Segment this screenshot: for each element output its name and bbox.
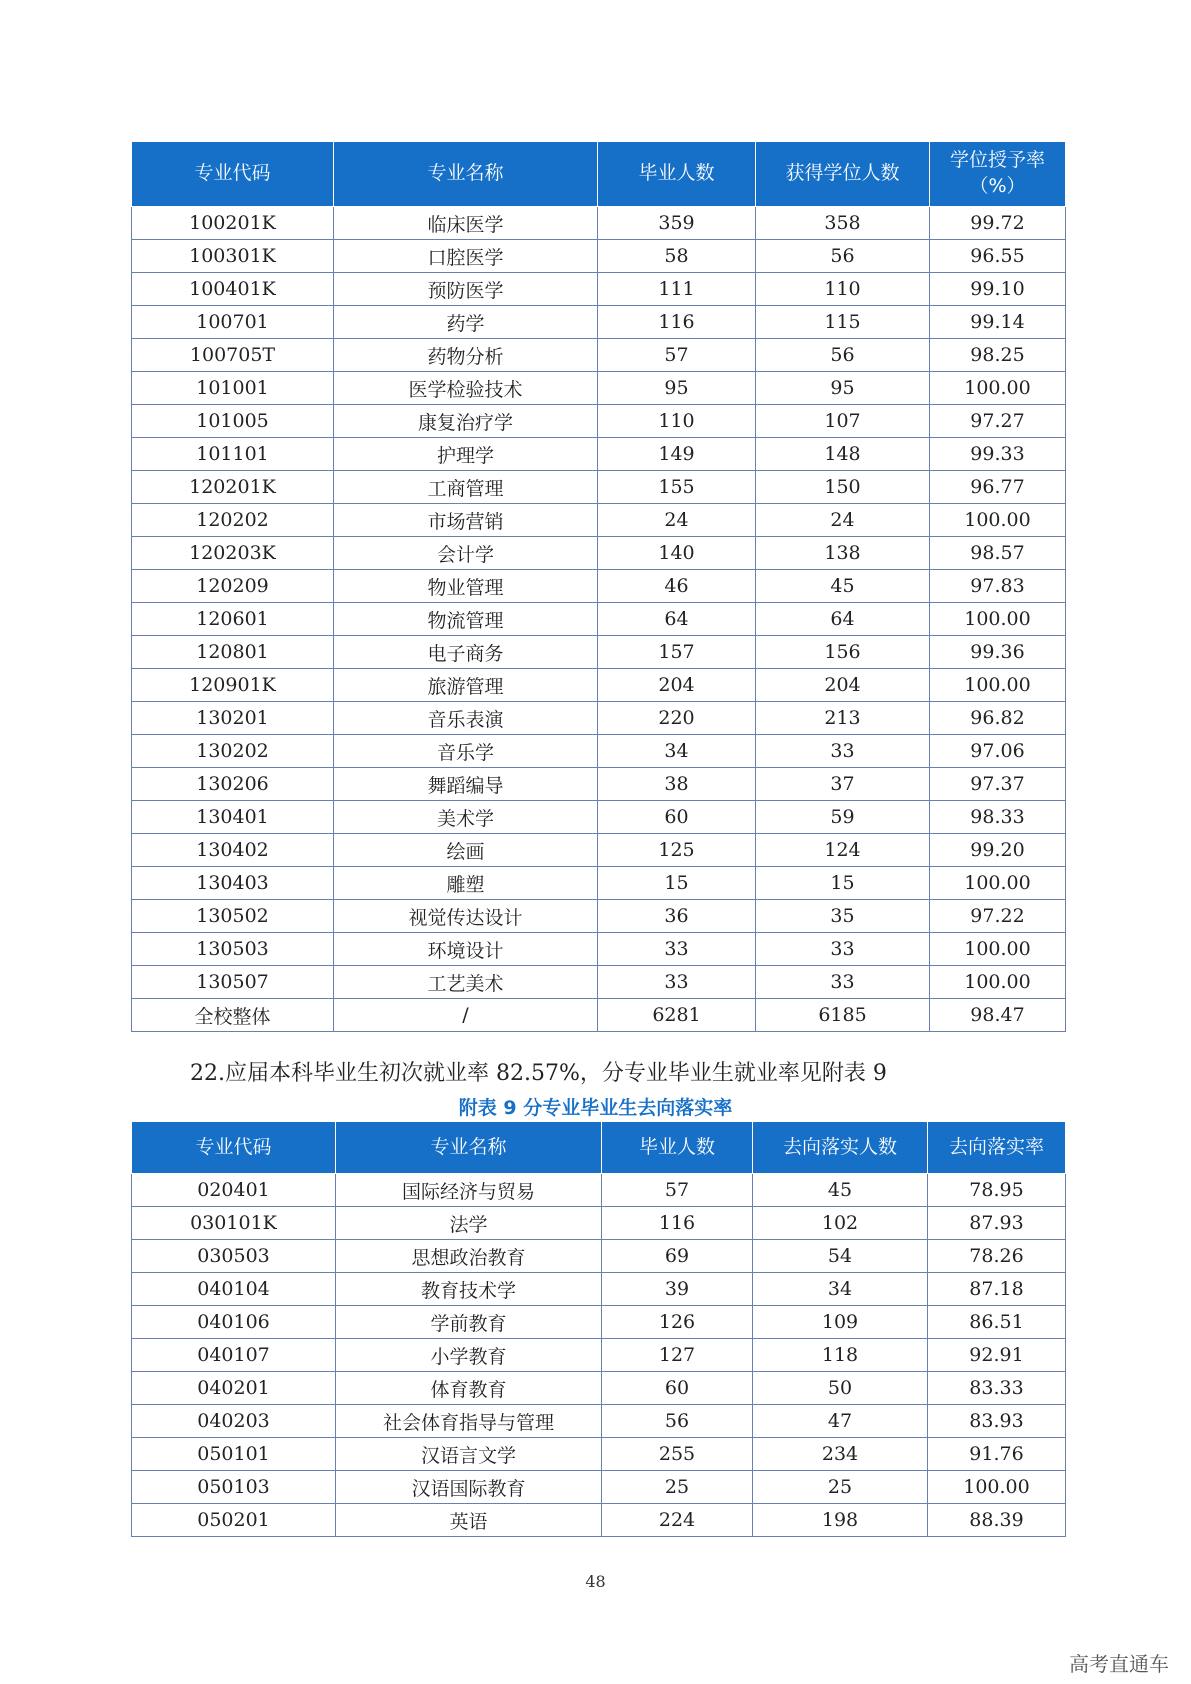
table-row bbox=[132, 999, 1066, 1032]
cell-graduates: 157 bbox=[598, 636, 756, 669]
table-row bbox=[132, 207, 1066, 240]
table-row bbox=[132, 405, 1066, 438]
cell-graduates: 125 bbox=[598, 834, 756, 867]
cell-count: 54 bbox=[753, 1240, 928, 1273]
cell-graduates: 149 bbox=[598, 438, 756, 471]
cell-count: 138 bbox=[756, 537, 930, 570]
cell-name: 社会体育指导与管理 bbox=[336, 1405, 602, 1438]
cell-name: 药学 bbox=[334, 306, 598, 339]
cell-rate: 100.00 bbox=[930, 966, 1066, 999]
table-row bbox=[132, 306, 1066, 339]
cell-name: 药物分析 bbox=[334, 339, 598, 372]
paragraph-number: 22. bbox=[190, 1061, 225, 1086]
cell-code: 130503 bbox=[132, 933, 334, 966]
cell-code: 020401 bbox=[132, 1174, 336, 1207]
cell-graduates: 126 bbox=[602, 1306, 753, 1339]
cell-rate: 99.10 bbox=[930, 273, 1066, 306]
cell-count: 45 bbox=[753, 1174, 928, 1207]
col-header-code: 专业代码 bbox=[132, 1122, 336, 1174]
cell-code: 030503 bbox=[132, 1240, 336, 1273]
cell-count: 95 bbox=[756, 372, 930, 405]
table-row bbox=[132, 603, 1066, 636]
col-header-graduates: 毕业人数 bbox=[598, 142, 756, 207]
cell-graduates: 111 bbox=[598, 273, 756, 306]
paragraph-ref: 9 bbox=[872, 1061, 887, 1086]
cell-name: 舞蹈编导 bbox=[334, 768, 598, 801]
col-header-degree-rate-label: 学位授予率 bbox=[949, 149, 1045, 172]
cell-rate: 100.00 bbox=[930, 603, 1066, 636]
cell-code: 100401K bbox=[132, 273, 334, 306]
cell-rate: 91.76 bbox=[928, 1438, 1066, 1471]
cell-name: 小学教育 bbox=[336, 1339, 602, 1372]
cell-name: 电子商务 bbox=[334, 636, 598, 669]
cell-count: 33 bbox=[756, 933, 930, 966]
col-header-code: 专业代码 bbox=[132, 142, 334, 207]
table-row bbox=[132, 570, 1066, 603]
cell-code: 130402 bbox=[132, 834, 334, 867]
cell-count: 150 bbox=[756, 471, 930, 504]
cell-graduates: 140 bbox=[598, 537, 756, 570]
table-row bbox=[132, 933, 1066, 966]
cell-name: 法学 bbox=[336, 1207, 602, 1240]
cell-rate: 86.51 bbox=[928, 1306, 1066, 1339]
cell-graduates: 60 bbox=[602, 1372, 753, 1405]
cell-code: 101001 bbox=[132, 372, 334, 405]
cell-graduates: 69 bbox=[602, 1240, 753, 1273]
cell-name: 康复治疗学 bbox=[334, 405, 598, 438]
cell-rate: 100.00 bbox=[930, 933, 1066, 966]
table-row bbox=[132, 834, 1066, 867]
cell-graduates: 36 bbox=[598, 900, 756, 933]
table-row bbox=[132, 867, 1066, 900]
cell-rate: 98.33 bbox=[930, 801, 1066, 834]
cell-code: 050201 bbox=[132, 1504, 336, 1537]
cell-code: 040107 bbox=[132, 1339, 336, 1372]
cell-graduates: 15 bbox=[598, 867, 756, 900]
cell-name: 思想政治教育 bbox=[336, 1240, 602, 1273]
cell-rate: 83.93 bbox=[928, 1405, 1066, 1438]
table-row bbox=[132, 471, 1066, 504]
table-row bbox=[132, 1471, 1066, 1504]
cell-count: 124 bbox=[756, 834, 930, 867]
table-row bbox=[132, 768, 1066, 801]
cell-rate: 92.91 bbox=[928, 1339, 1066, 1372]
cell-name: 学前教育 bbox=[336, 1306, 602, 1339]
cell-name: 护理学 bbox=[334, 438, 598, 471]
table-row bbox=[132, 1273, 1066, 1306]
cell-name: 雕塑 bbox=[334, 867, 598, 900]
col-header-degree-rate bbox=[930, 142, 1066, 207]
cell-name: 工商管理 bbox=[334, 471, 598, 504]
cell-count: 24 bbox=[756, 504, 930, 537]
col-header-name: 专业名称 bbox=[334, 142, 598, 207]
table-row bbox=[132, 900, 1066, 933]
cell-name: 工艺美术 bbox=[334, 966, 598, 999]
table-body bbox=[132, 207, 1066, 1032]
paragraph-text-b: ，分专业毕业生就业率见附表 bbox=[579, 1061, 866, 1086]
cell-code: 050103 bbox=[132, 1471, 336, 1504]
table-row bbox=[132, 1240, 1066, 1273]
cell-count: 156 bbox=[756, 636, 930, 669]
cell-count: 358 bbox=[756, 207, 930, 240]
cell-rate: 99.36 bbox=[930, 636, 1066, 669]
cell-count: 59 bbox=[756, 801, 930, 834]
cell-graduates: 64 bbox=[598, 603, 756, 636]
cell-count: 35 bbox=[756, 900, 930, 933]
cell-code: 040203 bbox=[132, 1405, 336, 1438]
cell-graduates: 95 bbox=[598, 372, 756, 405]
cell-count: 64 bbox=[756, 603, 930, 636]
cell-count: 213 bbox=[756, 702, 930, 735]
cell-name: 汉语言文学 bbox=[336, 1438, 602, 1471]
cell-count: 25 bbox=[753, 1471, 928, 1504]
cell-name: 音乐学 bbox=[334, 735, 598, 768]
cell-rate: 97.37 bbox=[930, 768, 1066, 801]
cell-count: 45 bbox=[756, 570, 930, 603]
table-row bbox=[132, 801, 1066, 834]
cell-graduates: 6281 bbox=[598, 999, 756, 1032]
cell-graduates: 39 bbox=[602, 1273, 753, 1306]
cell-code: 全校整体 bbox=[132, 999, 334, 1032]
cell-rate: 78.26 bbox=[928, 1240, 1066, 1273]
table-row bbox=[132, 702, 1066, 735]
table-row bbox=[132, 1339, 1066, 1372]
cell-rate: 100.00 bbox=[930, 867, 1066, 900]
cell-name: 视觉传达设计 bbox=[334, 900, 598, 933]
watermark: 高考直通车 bbox=[1069, 1652, 1169, 1676]
cell-code: 130202 bbox=[132, 735, 334, 768]
paragraph-rate: 82.57% bbox=[496, 1061, 580, 1086]
cell-count: 115 bbox=[756, 306, 930, 339]
cell-rate: 99.72 bbox=[930, 207, 1066, 240]
cell-code: 030101K bbox=[132, 1207, 336, 1240]
paragraph-text-a: 应届本科毕业生初次就业率 bbox=[225, 1061, 490, 1086]
cell-rate: 87.93 bbox=[928, 1207, 1066, 1240]
table-row bbox=[132, 1174, 1066, 1207]
cell-name: 国际经济与贸易 bbox=[336, 1174, 602, 1207]
cell-rate: 98.47 bbox=[930, 999, 1066, 1032]
cell-graduates: 46 bbox=[598, 570, 756, 603]
cell-code: 100301K bbox=[132, 240, 334, 273]
col-header-degree-rate-unit: （%） bbox=[969, 175, 1026, 197]
cell-count: 50 bbox=[753, 1372, 928, 1405]
cell-count: 204 bbox=[756, 669, 930, 702]
cell-rate: 96.82 bbox=[930, 702, 1066, 735]
cell-name: / bbox=[334, 999, 598, 1032]
cell-rate: 99.20 bbox=[930, 834, 1066, 867]
cell-code: 040106 bbox=[132, 1306, 336, 1339]
cell-count: 107 bbox=[756, 405, 930, 438]
cell-count: 234 bbox=[753, 1438, 928, 1471]
cell-count: 110 bbox=[756, 273, 930, 306]
cell-name: 医学检验技术 bbox=[334, 372, 598, 405]
table-header-row bbox=[132, 142, 1066, 207]
cell-count: 33 bbox=[756, 735, 930, 768]
cell-count: 6185 bbox=[756, 999, 930, 1032]
table-row bbox=[132, 669, 1066, 702]
cell-code: 040201 bbox=[132, 1372, 336, 1405]
cell-code: 100201K bbox=[132, 207, 334, 240]
table-row bbox=[132, 1372, 1066, 1405]
col-header-graduates: 毕业人数 bbox=[602, 1122, 753, 1174]
cell-rate: 87.18 bbox=[928, 1273, 1066, 1306]
cell-rate: 97.83 bbox=[930, 570, 1066, 603]
cell-code: 120202 bbox=[132, 504, 334, 537]
col-header-placed: 去向落实人数 bbox=[753, 1122, 928, 1174]
cell-code: 120801 bbox=[132, 636, 334, 669]
table-row bbox=[132, 1438, 1066, 1471]
cell-count: 15 bbox=[756, 867, 930, 900]
cell-code: 120203K bbox=[132, 537, 334, 570]
table-row bbox=[132, 504, 1066, 537]
cell-graduates: 110 bbox=[598, 405, 756, 438]
cell-code: 130403 bbox=[132, 867, 334, 900]
page-number: 48 bbox=[585, 1572, 606, 1591]
cell-count: 34 bbox=[753, 1273, 928, 1306]
cell-name: 汉语国际教育 bbox=[336, 1471, 602, 1504]
table-header-row bbox=[132, 1122, 1066, 1174]
cell-name: 物流管理 bbox=[334, 603, 598, 636]
cell-count: 56 bbox=[756, 339, 930, 372]
table-row bbox=[132, 1207, 1066, 1240]
cell-count: 118 bbox=[753, 1339, 928, 1372]
cell-code: 130401 bbox=[132, 801, 334, 834]
cell-code: 100705T bbox=[132, 339, 334, 372]
table-row bbox=[132, 1504, 1066, 1537]
cell-rate: 96.55 bbox=[930, 240, 1066, 273]
cell-graduates: 33 bbox=[598, 966, 756, 999]
cell-graduates: 127 bbox=[602, 1339, 753, 1372]
table-body bbox=[132, 1174, 1066, 1537]
cell-code: 130206 bbox=[132, 768, 334, 801]
cell-rate: 97.27 bbox=[930, 405, 1066, 438]
cell-code: 100701 bbox=[132, 306, 334, 339]
cell-graduates: 33 bbox=[598, 933, 756, 966]
cell-rate: 99.33 bbox=[930, 438, 1066, 471]
cell-name: 美术学 bbox=[334, 801, 598, 834]
cell-graduates: 255 bbox=[602, 1438, 753, 1471]
cell-name: 英语 bbox=[336, 1504, 602, 1537]
cell-code: 120209 bbox=[132, 570, 334, 603]
cell-graduates: 220 bbox=[598, 702, 756, 735]
cell-graduates: 58 bbox=[598, 240, 756, 273]
cell-count: 47 bbox=[753, 1405, 928, 1438]
employment-rate-table bbox=[131, 1121, 1066, 1537]
cell-rate: 100.00 bbox=[928, 1471, 1066, 1504]
cell-rate: 100.00 bbox=[930, 372, 1066, 405]
cell-rate: 98.57 bbox=[930, 537, 1066, 570]
cell-graduates: 38 bbox=[598, 768, 756, 801]
table-row bbox=[132, 438, 1066, 471]
table-row bbox=[132, 273, 1066, 306]
cell-code: 120201K bbox=[132, 471, 334, 504]
cell-name: 预防医学 bbox=[334, 273, 598, 306]
cell-name: 环境设计 bbox=[334, 933, 598, 966]
cell-name: 旅游管理 bbox=[334, 669, 598, 702]
cell-rate: 98.25 bbox=[930, 339, 1066, 372]
degree-rate-table bbox=[131, 141, 1066, 1032]
table-row bbox=[132, 966, 1066, 999]
col-header-degrees: 获得学位人数 bbox=[756, 142, 930, 207]
cell-name: 物业管理 bbox=[334, 570, 598, 603]
cell-code: 130507 bbox=[132, 966, 334, 999]
cell-graduates: 60 bbox=[598, 801, 756, 834]
cell-graduates: 57 bbox=[602, 1174, 753, 1207]
cell-rate: 97.06 bbox=[930, 735, 1066, 768]
table-row bbox=[132, 735, 1066, 768]
table-caption: 附表 9 分专业毕业生去向落实率 bbox=[458, 1097, 733, 1119]
cell-rate: 100.00 bbox=[930, 669, 1066, 702]
col-header-name: 专业名称 bbox=[336, 1122, 602, 1174]
table-row bbox=[132, 537, 1066, 570]
cell-name: 体育教育 bbox=[336, 1372, 602, 1405]
cell-count: 109 bbox=[753, 1306, 928, 1339]
cell-graduates: 359 bbox=[598, 207, 756, 240]
table-row bbox=[132, 1405, 1066, 1438]
cell-name: 教育技术学 bbox=[336, 1273, 602, 1306]
cell-graduates: 155 bbox=[598, 471, 756, 504]
cell-count: 33 bbox=[756, 966, 930, 999]
table-row bbox=[132, 372, 1066, 405]
cell-code: 101101 bbox=[132, 438, 334, 471]
cell-graduates: 24 bbox=[598, 504, 756, 537]
table-row bbox=[132, 240, 1066, 273]
cell-code: 130502 bbox=[132, 900, 334, 933]
cell-graduates: 204 bbox=[598, 669, 756, 702]
cell-code: 130201 bbox=[132, 702, 334, 735]
cell-rate: 78.95 bbox=[928, 1174, 1066, 1207]
cell-count: 198 bbox=[753, 1504, 928, 1537]
cell-name: 绘画 bbox=[334, 834, 598, 867]
cell-graduates: 25 bbox=[602, 1471, 753, 1504]
cell-code: 040104 bbox=[132, 1273, 336, 1306]
cell-count: 102 bbox=[753, 1207, 928, 1240]
col-header-placement-rate: 去向落实率 bbox=[928, 1122, 1066, 1174]
cell-graduates: 116 bbox=[598, 306, 756, 339]
cell-count: 37 bbox=[756, 768, 930, 801]
table-row bbox=[132, 1306, 1066, 1339]
cell-code: 120601 bbox=[132, 603, 334, 636]
table-row bbox=[132, 339, 1066, 372]
cell-count: 56 bbox=[756, 240, 930, 273]
cell-name: 口腔医学 bbox=[334, 240, 598, 273]
cell-code: 050101 bbox=[132, 1438, 336, 1471]
cell-rate: 97.22 bbox=[930, 900, 1066, 933]
cell-name: 会计学 bbox=[334, 537, 598, 570]
cell-rate: 83.33 bbox=[928, 1372, 1066, 1405]
cell-rate: 88.39 bbox=[928, 1504, 1066, 1537]
cell-name: 临床医学 bbox=[334, 207, 598, 240]
table-row bbox=[132, 636, 1066, 669]
cell-count: 148 bbox=[756, 438, 930, 471]
cell-name: 市场营销 bbox=[334, 504, 598, 537]
cell-rate: 99.14 bbox=[930, 306, 1066, 339]
cell-graduates: 57 bbox=[598, 339, 756, 372]
cell-code: 120901K bbox=[132, 669, 334, 702]
cell-graduates: 116 bbox=[602, 1207, 753, 1240]
cell-graduates: 34 bbox=[598, 735, 756, 768]
cell-rate: 100.00 bbox=[930, 504, 1066, 537]
cell-name: 音乐表演 bbox=[334, 702, 598, 735]
cell-graduates: 56 bbox=[602, 1405, 753, 1438]
cell-rate: 96.77 bbox=[930, 471, 1066, 504]
cell-code: 101005 bbox=[132, 405, 334, 438]
cell-graduates: 224 bbox=[602, 1504, 753, 1537]
employment-paragraph bbox=[190, 1056, 887, 1087]
